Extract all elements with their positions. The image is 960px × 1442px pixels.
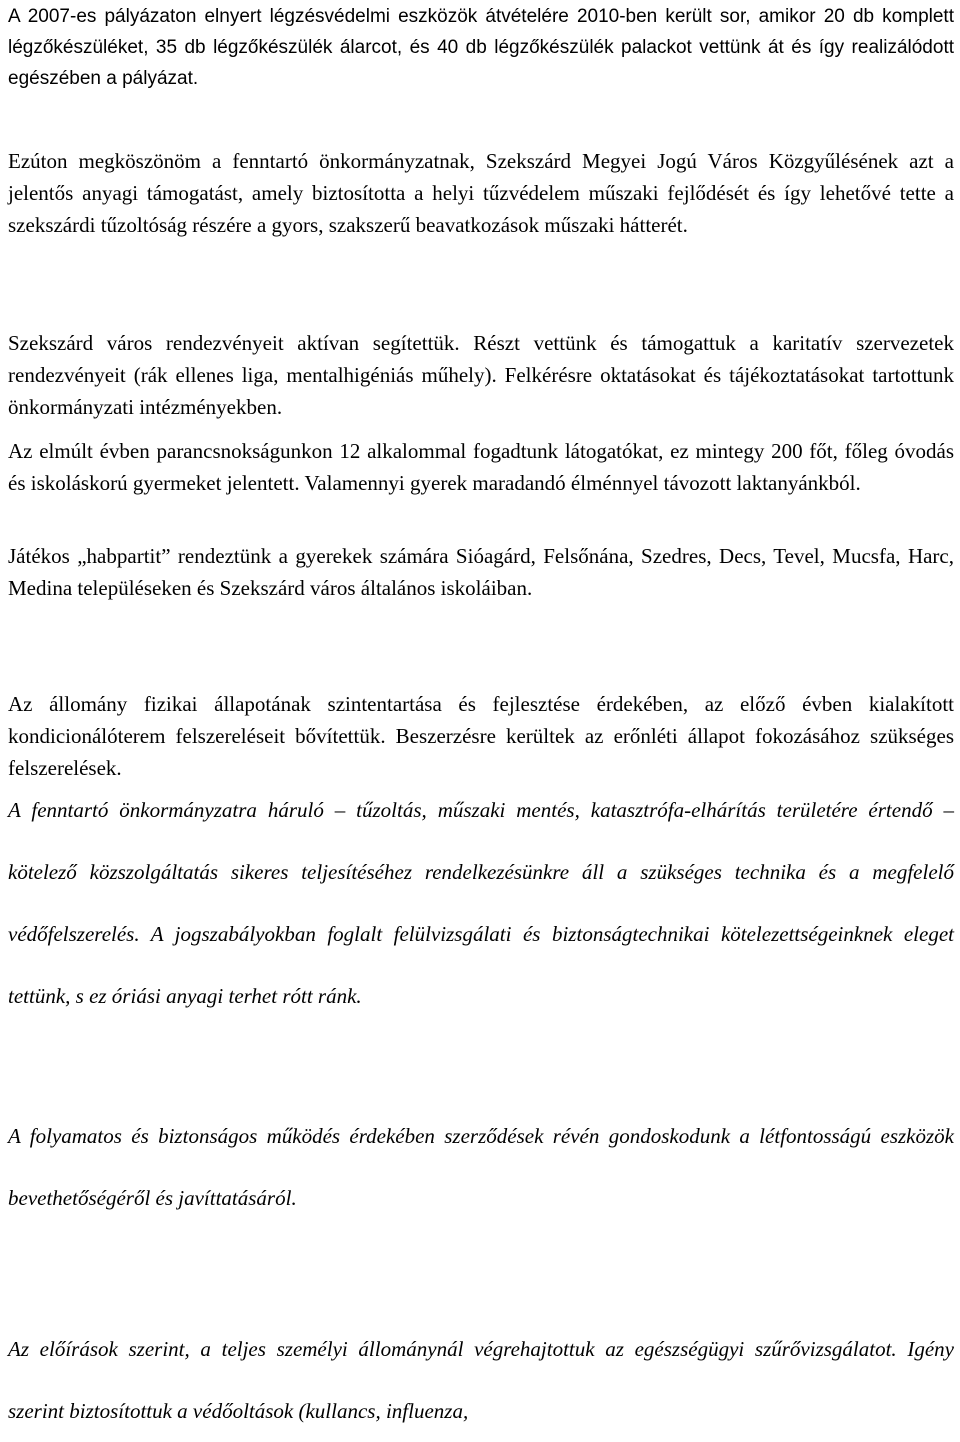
paragraph-visitors: Az elmúlt évben parancsnokságunkon 12 alkalommal fogadtunk látogatókat, ez mintegy 200 főt, főleg óvodás és iskoláskorú gyermeket jelentett. Valamennyi gyerek maradandó élménnyel távozott laktanyánkból.: [8, 439, 954, 495]
paragraph-thanks-council: Ezúton megköszönöm a fenntartó önkormányzatnak, Szekszárd Megyei Jogú Város Közgyűlésének azt a jelentős anyagi támogatást, amely biztosította a helyi tűzvédelem műszaki fejlődését és így lehetővé tette a szekszárdi tűzoltóság részére a gyors, szakszerű beavatkozások műszaki hátterét.: [8, 149, 954, 237]
paragraph-health-screening: Az előírások szerint, a teljes személyi állománynál végrehajtottuk az egészségügyi szűrővizsgálatot. Igény szerint biztosítottuk a védőoltások (kullancs, influenza,: [8, 1337, 954, 1423]
paragraph-maintenance: A folyamatos és biztonságos működés érdekében szerződések révén gondoskodunk a létfontosságú eszközök bevethetőségéről és javíttatásáról.: [8, 1124, 954, 1210]
paragraph-respiratory-equipment: A 2007-es pályázaton elnyert légzésvédelmi eszközök átvételére 2010-ben került sor, amikor 20 db komplett légzőkészüléket, 35 db légzőkészülék álarcot, és 40 db légzőkészülék palackot vettünk át és így realizálódott egészében a pályázat.: [8, 6, 954, 89]
paragraph-public-service: A fenntartó önkormányzatra háruló – tűzoltás, műszaki mentés, katasztrófa-elhárítás területére értendő – kötelező közszolgáltatás sikeres teljesítéséhez rendelkezésünkre áll a szükséges technika és a megfelelő védőfelszerelés. A jogszabályokban foglalt felülvizsgálati és biztonságtechnikai kötelezettségeinknek eleget tettünk, s ez óriási anyagi terhet rótt ránk.: [8, 798, 954, 1008]
paragraph-city-events: Szekszárd város rendezvényeit aktívan segítettük. Részt vettünk és támogattuk a karitatív szervezetek rendezvényeit (rák ellenes liga, mentalhigéniás műhely). Felkérésre oktatásokat és tájékoztatásokat tartottunk önkormányzati intézményekben.: [8, 331, 954, 419]
paragraph-foam-party: Játékos „habpartit” rendeztünk a gyerekek számára Sióagárd, Felsőnána, Szedres, Decs, Tevel, Mucsfa, Harc, Medina településeken és Szekszárd város általános iskoláiban.: [8, 544, 954, 600]
paragraph-fitness: Az állomány fizikai állapotának szintentartása és fejlesztése érdekében, az előző évben kialakított kondicionálóterem felszereléseit bővítettük. Beszerzésre kerültek az erőnléti állapot fokozásához szükséges felszerelések.: [8, 692, 954, 780]
